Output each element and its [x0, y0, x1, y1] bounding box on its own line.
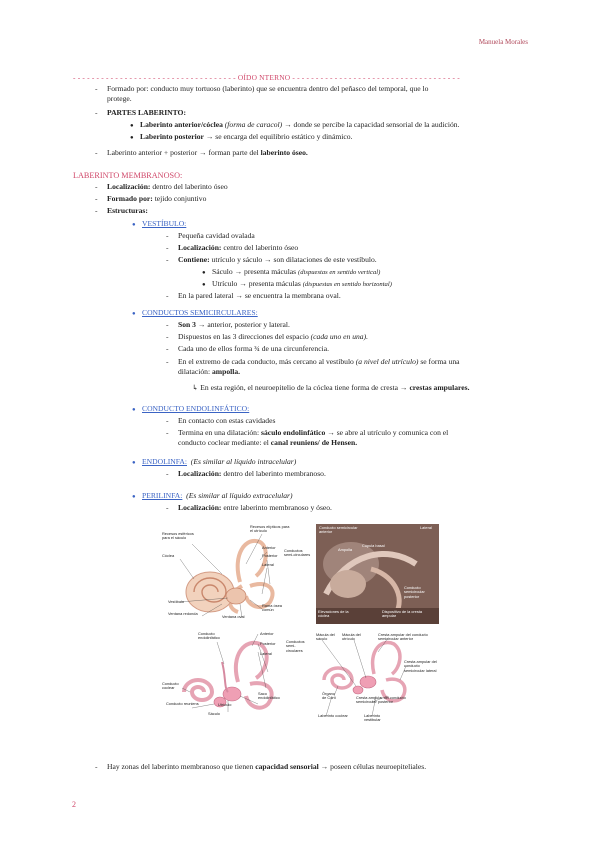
- endolymphatic-duct-shape: [222, 662, 228, 692]
- text-line: dentro del laberinto óseo: [152, 182, 228, 191]
- subsection-title: ENDOLINFA:: [142, 457, 187, 466]
- banner-dashes-left: - - - - - - - - - - - - - - - - - - - - - - - - - - - - - - - - - - -: [73, 73, 236, 82]
- bullet-marker: ●: [130, 123, 134, 129]
- text-italic: (forma de caracol): [224, 120, 283, 129]
- figure-label: Posterior: [262, 553, 278, 558]
- text-line: Cada uno de ellos forma ¾ de una circunferencia.: [178, 344, 329, 353]
- list-item: [166, 344, 329, 354]
- text-bold: canal reuniens/ de Hensen.: [270, 438, 358, 448]
- figure-label: Cúpula basal: [362, 543, 385, 548]
- banner-title: OÍDO NTERNO: [237, 73, 291, 82]
- list-item: [202, 267, 380, 279]
- list-item: [130, 120, 460, 132]
- dash-marker: -: [95, 148, 98, 157]
- list-item: [166, 416, 275, 426]
- figure-label: Cresta ampular del conducto semicircular anterior: [378, 632, 428, 642]
- bullet-marker: ●: [132, 222, 136, 228]
- list-item: [130, 132, 352, 144]
- list-item: [95, 148, 308, 158]
- figure-label: Órgano de Corti: [322, 691, 336, 701]
- text-bold: Contiene:: [178, 255, 210, 264]
- bullet-marker: ●: [130, 135, 134, 141]
- text-line: En el extremo de cada conducto, más cercano al vestíbulo: [178, 357, 354, 366]
- figure-membranous-labyrinth: [162, 632, 312, 722]
- dash-marker: -: [166, 291, 169, 300]
- list-item: [95, 194, 206, 204]
- text-line: Hay zonas del laberinto membranoso que tienen: [107, 762, 254, 771]
- section-heading: LABERINTO MEMBRANOSO:: [73, 171, 183, 180]
- text-bold: Localización:: [107, 182, 151, 191]
- figure-label: Lateral: [262, 562, 274, 567]
- list-item: [95, 108, 186, 118]
- text-bold: Localización:: [178, 243, 222, 252]
- figure-label: Sáculo: [208, 711, 220, 716]
- list-item: [132, 491, 292, 503]
- text-line: [192, 383, 469, 393]
- text-bold: Son 3: [178, 320, 196, 329]
- text-line: centro del laberinto óseo: [223, 243, 299, 252]
- bullet-marker: ●: [132, 311, 136, 317]
- text-line: PARTES LABERINTO:: [107, 108, 186, 117]
- photo-ampulla: [330, 570, 366, 598]
- text-italic: (dispuestas en sentido horizontal): [302, 281, 392, 288]
- figure-label: Ventana oval: [222, 614, 245, 619]
- text-italic: (a nivel del utrículo): [355, 357, 419, 366]
- figure-label: Conductos semi-circulares: [284, 548, 311, 558]
- figure-label: Mácula del sáculo: [316, 632, 335, 642]
- list-item: [132, 219, 186, 231]
- text-line: → poseen células neuroepiteliales.: [320, 762, 427, 771]
- figure-label: Anterior: [260, 631, 274, 636]
- dash-marker: -: [166, 428, 169, 437]
- page-number: 2: [72, 800, 76, 809]
- list-item: [166, 231, 255, 241]
- text-line: conducto coclear mediante: el: [178, 438, 269, 448]
- figure-label: Lateral: [420, 525, 432, 530]
- text-line: En la pared lateral → se encuentra la membrana oval.: [178, 291, 341, 300]
- dash-marker: -: [166, 243, 169, 252]
- list-item: [132, 404, 249, 416]
- dash-marker: -: [166, 332, 169, 341]
- subsection-title: CONDUCTO ENDOLINFÁTICO:: [142, 404, 250, 413]
- figure-label: Ampolla: [338, 547, 353, 552]
- text-bold: Formado por:: [107, 194, 153, 203]
- text-italic: (cada uno en una).: [310, 332, 369, 341]
- figure-label: Cóclea: [162, 553, 175, 558]
- text-line: tejido conjuntivo: [154, 194, 207, 203]
- text-italic: (dispuestas en sentido vertical): [298, 269, 381, 276]
- list-item: [166, 469, 326, 479]
- list-item: [202, 279, 392, 291]
- list-item: [166, 291, 341, 301]
- text-line: entre laberinto membranoso y óseo.: [223, 503, 332, 512]
- list-item: [166, 332, 368, 342]
- text-bold: Estructuras:: [107, 206, 148, 215]
- text-line: protege.: [107, 94, 132, 104]
- figure-label: Conductos semi-circulares: [286, 639, 305, 653]
- dash-marker: -: [166, 416, 169, 425]
- figure-label: Elevaciones de la cóclea: [318, 609, 349, 619]
- figure-bony-labyrinth: [162, 524, 312, 624]
- bullet-marker: ●: [132, 407, 136, 413]
- section-banner: [73, 73, 527, 83]
- list-item: [95, 182, 228, 192]
- dash-marker: -: [166, 503, 169, 512]
- text-bold: Localización:: [178, 503, 222, 512]
- text-line: Termina en una dilatación:: [178, 428, 260, 437]
- list-item: [95, 206, 148, 216]
- list-item: [95, 762, 426, 772]
- dash-marker: -: [166, 255, 169, 264]
- figure-label: Dispositivo de la cresta ampular: [382, 609, 423, 619]
- dash-marker: -: [95, 206, 98, 215]
- dash-marker: -: [95, 194, 98, 203]
- list-item: [166, 320, 290, 330]
- figure-label: Recesos esféricos para el sáculo: [162, 531, 194, 541]
- bullet-marker: ●: [132, 494, 136, 500]
- figure-label: Saco endolinfático: [258, 691, 280, 701]
- text-line: Formado por: conducto muy tortuoso (laberinto) que se encuentra dentro del peñasco del temporal, que lo: [107, 84, 429, 93]
- figure-label: Rama ósea común: [262, 603, 282, 613]
- dash-marker: -: [166, 231, 169, 240]
- figure-label: Anterior: [262, 545, 276, 550]
- figure-label: Conducto semicircular posterior: [404, 585, 425, 599]
- list-item: [95, 84, 527, 105]
- figure-label: Posterior: [260, 641, 276, 646]
- figure-label: Cresta ampular del conducto semicircular lateral: [404, 659, 437, 673]
- text-line: Sáculo → presenta máculas: [212, 267, 297, 276]
- figure-sensory-regions: [316, 630, 441, 730]
- list-item: [166, 255, 377, 265]
- dash-marker: -: [95, 762, 98, 771]
- dash-marker: -: [95, 84, 98, 93]
- figure-label: Vestíbulo: [168, 599, 185, 604]
- dash-marker: -: [166, 320, 169, 329]
- text-line: En contacto con estas cavidades: [178, 416, 276, 425]
- subsection-title: VESTÍBULO:: [142, 219, 187, 228]
- text-bold: crestas ampulares.: [409, 383, 470, 392]
- text-line: dentro del laberinto membranoso.: [223, 469, 326, 478]
- figure-label: Mácula del utrículo: [342, 632, 361, 642]
- figure-membranous-photo: [316, 524, 439, 624]
- list-item: [166, 428, 527, 449]
- figure-label: Cresta ampular del conducto semicircular posterior: [356, 695, 406, 705]
- list-item: [132, 308, 258, 320]
- bullet-marker: ●: [132, 460, 136, 466]
- text-line: se forma una: [420, 357, 460, 366]
- list-item: [166, 243, 298, 253]
- text-line: utrículo y sáculo → son dilataciones de este vestíbulo.: [211, 255, 377, 264]
- utricle-shape: [360, 676, 376, 688]
- text-bold: sáculo endolinfático: [260, 428, 326, 437]
- figure-label: Utrículo: [218, 702, 232, 707]
- text-line: ↳ En esta región, el neuroepitelio de la cóclea tiene forma de cresta →: [192, 383, 408, 392]
- text-italic: (Es similar al líquido extracelular): [186, 491, 293, 500]
- text-line: → donde se percibe la capacidad sensorial de la audición.: [284, 120, 460, 129]
- text-line: → se encarga del equilibrio estático y dinámico.: [205, 132, 353, 141]
- dash-marker: -: [166, 344, 169, 353]
- figure-label: Conducto endolinfático: [198, 631, 220, 641]
- text-bold: Localización:: [178, 469, 222, 478]
- author-name: Manuela Morales: [478, 38, 528, 46]
- dash-marker: -: [95, 182, 98, 191]
- figure-label: Recesos elípticos para el utrículo: [250, 524, 290, 534]
- dash-marker: -: [166, 469, 169, 478]
- text-bold: laberinto óseo.: [260, 148, 308, 157]
- text-bold: ampolla.: [211, 367, 241, 377]
- text-line: Pequeña cavidad ovalada: [178, 231, 255, 240]
- text-line: → se abre al utrículo y comunica con el: [327, 428, 449, 437]
- list-item: [132, 457, 296, 469]
- subsection-title: PERILINFA:: [142, 491, 183, 500]
- bullet-marker: ●: [202, 282, 206, 288]
- vestibule-shape: [226, 588, 246, 604]
- text-bold: capacidad sensorial: [255, 762, 319, 771]
- subsection-title: CONDUCTOS SEMICIRCULARES:: [142, 308, 258, 317]
- text-italic: (Es similar al líquido intracelular): [190, 457, 297, 466]
- saccule-shape: [353, 686, 363, 694]
- figure-label: Laberinto coclear: [318, 713, 348, 718]
- banner-dashes-right: - - - - - - - - - - - - - - - - - - - - - - - - - - - - - - - - - - - -: [292, 73, 460, 82]
- text-line: Dispuestos en las 3 direcciones del espacio: [178, 332, 309, 341]
- figure-label: Conducto coclear: [162, 681, 179, 691]
- bullet-marker: ●: [202, 270, 206, 276]
- list-item: [166, 503, 332, 513]
- dash-marker: -: [95, 108, 98, 117]
- figure-label: Laberinto vestibular: [364, 713, 381, 723]
- text-bold: Laberinto anterior/cóclea: [140, 120, 223, 129]
- text-line: dilatación:: [178, 367, 211, 377]
- figure-label: Conducto semicircular anterior: [319, 525, 358, 535]
- text-line: Utrículo → presenta máculas: [212, 279, 301, 288]
- list-item: [166, 357, 527, 378]
- text-line: → anterior, posterior y lateral.: [197, 320, 290, 329]
- dash-marker: -: [166, 357, 169, 366]
- figure-label: Ventana redonda: [168, 611, 198, 616]
- figure-label: Conducto reuniens: [166, 701, 199, 706]
- text-bold: Laberinto posterior: [140, 132, 204, 141]
- figure-label: Lateral: [260, 651, 272, 656]
- text-line: Laberinto anterior + posterior → forman parte del: [107, 148, 259, 157]
